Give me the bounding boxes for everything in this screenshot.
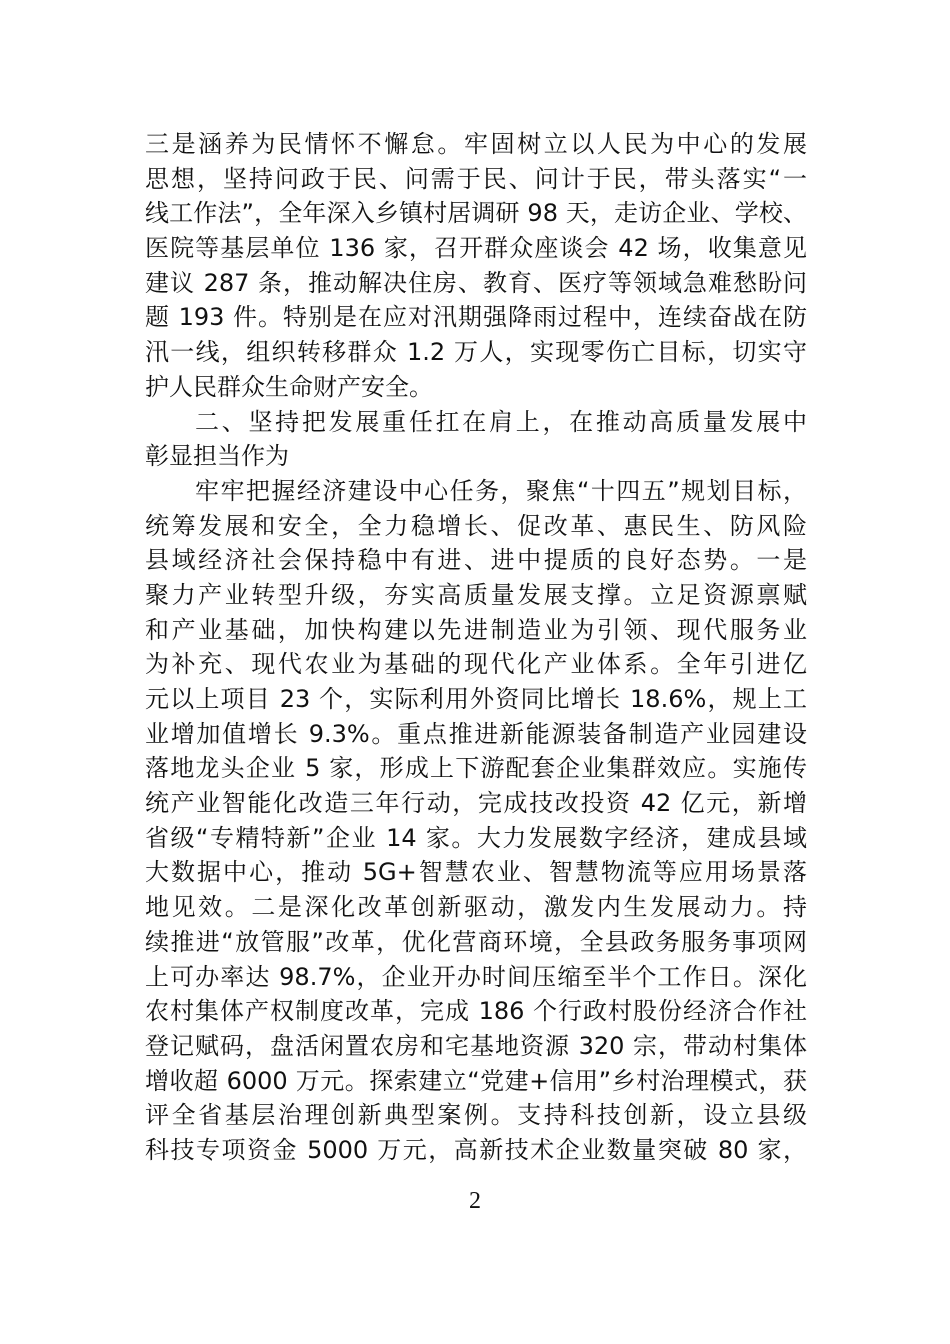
paragraph-line: 护人民群众生命财产安全。 (145, 372, 433, 401)
page-number: 2 (469, 1188, 481, 1214)
paragraph-line: 科技专项资金 5000 万元，高新技术企业数量突破 80 家， (145, 1135, 807, 1164)
paragraph-line: 三是涵养为民情怀不懈怠。牢固树立以人民为中心的发展 (145, 130, 807, 158)
section-heading: 彰显担当作为 (145, 442, 289, 471)
paragraph-line: 建议 287 条，推动解决住房、教育、医疗等领域急难愁盼问 (145, 268, 807, 297)
paragraph-line: 思想，坚持问政于民、问需于民、问计于民，带头落实“一 (145, 164, 807, 193)
paragraph-line: 业增加值增长 9.3%。重点推进新能源装备制造产业园建设 (145, 719, 807, 748)
section-heading: 二、坚持把发展重任扛在肩上，在推动高质量发展中 (195, 407, 807, 436)
paragraph-line: 和产业基础，加快构建以先进制造业为引领、现代服务业 (145, 615, 807, 644)
paragraph-line: 续推进“放管服”改革，优化营商环境，全县政务服务事项网 (145, 927, 807, 956)
paragraph-line: 上可办率达 98.7%，企业开办时间压缩至半个工作日。深化 (145, 962, 807, 991)
paragraph-line: 聚力产业转型升级，夯实高质量发展支撑。立足资源禀赋 (145, 580, 807, 609)
paragraph-line: 省级“专精特新”企业 14 家。大力发展数字经济，建成县域 (145, 823, 807, 852)
paragraph-line: 大数据中心，推动 5G+智慧农业、智慧物流等应用场景落 (145, 858, 807, 887)
paragraph-line: 统筹发展和安全，全力稳增长、促改革、惠民生、防风险 (145, 511, 807, 540)
paragraph-line: 农村集体产权制度改革，完成 186 个行政村股份经济合作社 (145, 997, 807, 1026)
document-body (145, 127, 807, 1168)
paragraph-line: 汛一线，组织转移群众 1.2 万人，实现零伤亡目标，切实守 (145, 338, 807, 367)
paragraph-line: 县域经济社会保持稳中有进、进中提质的良好态势。一是 (145, 546, 807, 575)
paragraph-line: 题 193 件。特别是在应对汛期强降雨过程中，连续奋战在防 (145, 303, 807, 332)
paragraph-line: 增收超 6000 万元。探索建立“党建+信用”乡村治理模式，获 (145, 1066, 807, 1095)
paragraph-line: 线工作法”，全年深入乡镇村居调研 98 天，走访企业、学校、 (145, 199, 807, 228)
paragraph-line: 元以上项目 23 个，实际利用外资同比增长 18.6%，规上工 (145, 685, 807, 713)
paragraph-line: 地见效。二是深化改革创新驱动，激发内生发展动力。持 (145, 893, 807, 922)
paragraph-line: 为补充、现代农业为基础的现代化产业体系。全年引进亿 (145, 650, 807, 679)
paragraph-line: 统产业智能化改造三年行动，完成技改投资 42 亿元，新增 (145, 789, 807, 818)
paragraph-line: 牢牢把握经济建设中心任务，聚焦“十四五”规划目标， (195, 476, 807, 505)
paragraph-line: 登记赋码，盘活闲置农房和宅基地资源 320 宗，带动村集体 (145, 1031, 807, 1060)
paragraph-line: 医院等基层单位 136 家，召开群众座谈会 42 场，收集意见 (145, 234, 807, 263)
paragraph-line: 落地龙头企业 5 家，形成上下游配套企业集群效应。实施传 (145, 754, 807, 783)
paragraph-line: 评全省基层治理创新典型案例。支持科技创新，设立县级 (145, 1101, 807, 1130)
